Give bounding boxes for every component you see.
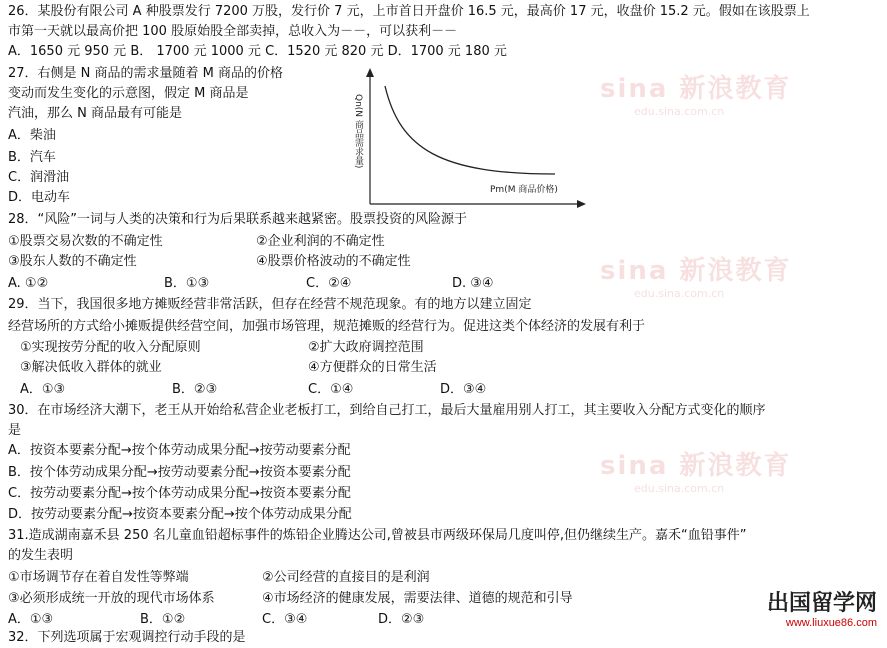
q31-option-c: C．③④ [262,612,308,627]
q28-item-2: ②企业利润的不确定性 [256,234,385,249]
q26-options: A．1650 元 950 元 B． 1700 元 1000 元 C．1520 元 820 元 D．1700 元 180 元 [8,44,507,59]
sina-watermark: sina 新浪教育 edu.sina.com.cn [600,451,792,495]
q30-option-a: A．按资本要素分配→按个体劳动成果分配→按劳动要素分配 [8,443,351,458]
site-logo [767,586,877,629]
x-axis-arrow [577,200,586,208]
q30-option-b: B．按个体劳动成果分配→按劳动要素分配→按资本要素分配 [8,465,351,480]
q26-line2: 市第一天就以最高价把 100 股原始股全部卖掉，总收入为－－，可以获利－－ [8,24,458,39]
q29-option-d: D．③④ [440,382,487,397]
q30-line2: 是 [8,423,22,438]
q28-option-a: A. ①② [8,276,49,291]
q26-line1: 26．某股份有限公司 A 种股票发行 7200 万股，发行价 7 元，上市首日开盘价 16.5 元，最高价 17 元，收盘价 15.2 元。假如在该股票上 [8,4,810,19]
q28-option-b: B．①③ [164,276,210,291]
logo-url: www.liuxue86.com [785,617,877,629]
q28-item-4: ④股票价格波动的不确定性 [256,254,411,269]
q31-line2: 的发生表明 [8,548,74,563]
q28-item-3: ③股东人数的不确定性 [8,254,137,269]
q28-option-d: D. ③④ [452,276,494,291]
q30-line1: 30．在市场经济大潮下，老王从开始给私营企业老板打工，到给自己打工，最后大量雇用别人打工，其主要收入分配方式变化的顺序 [8,403,766,418]
q30-option-c: C．按劳动要素分配→按个体劳动成果分配→按资本要素分配 [8,486,351,501]
q29-item-2: ②扩大政府调控范围 [308,340,424,355]
y-axis-label: Qn(N 商品需求量) [353,94,363,169]
q29-option-b: B．②③ [172,382,218,397]
q27-line1: 27．右侧是 N 商品的需求量随着 M 商品的价格 [8,66,284,81]
q28-item-1: ①股票交易次数的不确定性 [8,234,163,249]
q27-option-a: A．柴油 [8,128,56,143]
q27-option-c: C．润滑油 [8,170,70,185]
q29-option-a: A．①③ [20,382,66,397]
demand-diagram [340,64,590,209]
q29-item-3: ③解决低收入群体的就业 [20,360,162,375]
sina-watermark: sina 新浪教育 edu.sina.com.cn [600,74,792,118]
q27-line3: 汽油，那么 N 商品最有可能是 [8,106,182,121]
q29-line1: 29．当下，我国很多地方摊贩经营非常活跃，但存在经营不规范现象。有的地方以建立固定 [8,297,532,312]
q31-item-3: ③必须形成统一开放的现代市场体系 [8,591,215,606]
demand-curve [385,86,555,174]
q27-option-b: B．汽车 [8,150,56,165]
q31-item-2: ②公司经营的直接目的是利润 [262,570,430,585]
q31-item-1: ①市场调节存在着自发性等弊端 [8,570,189,585]
x-axis-label: Pm(M 商品价格) [490,185,558,195]
q31-option-a: A．①③ [8,612,54,627]
q27-option-d: D．电动车 [8,190,71,205]
q31-option-d: D．②③ [378,612,425,627]
q30-option-d: D．按劳动要素分配→按资本要素分配→按个体劳动成果分配 [8,507,352,522]
q31-line1: 31.造成湖南嘉禾县 250 名儿童血铅超标事件的炼铅企业腾达公司,曾被县市两级环保局几度叫停,但仍继续生产。嘉禾“血铅事件” [8,528,747,543]
sina-watermark: sina 新浪教育 edu.sina.com.cn [600,256,792,300]
y-axis-arrow [366,68,374,77]
q29-item-1: ①实现按劳分配的收入分配原则 [20,340,201,355]
q31-item-4: ④市场经济的健康发展，需要法律、道德的规范和引导 [262,591,573,606]
q29-item-4: ④方便群众的日常生活 [308,360,437,375]
q29-option-c: C．①④ [308,382,354,397]
logo-title: 出国留学网 [766,591,877,616]
q27-line2: 变动而发生变化的示意图，假定 M 商品是 [8,86,249,101]
q31-option-b: B．①② [140,612,186,627]
q32-partial: 32．下列选项属于宏观调控行动手段的是 [8,630,246,645]
q28-stem: 28．“风险”一词与人类的决策和行为后果联系越来越紧密。股票投资的风险源于 [8,212,468,227]
q28-option-c: C．②④ [306,276,352,291]
q29-line2: 经营场所的方式给小摊贩提供经营空间，加强市场管理，规范摊贩的经营行为。促进这类个体经济的发展有利于 [8,319,646,334]
